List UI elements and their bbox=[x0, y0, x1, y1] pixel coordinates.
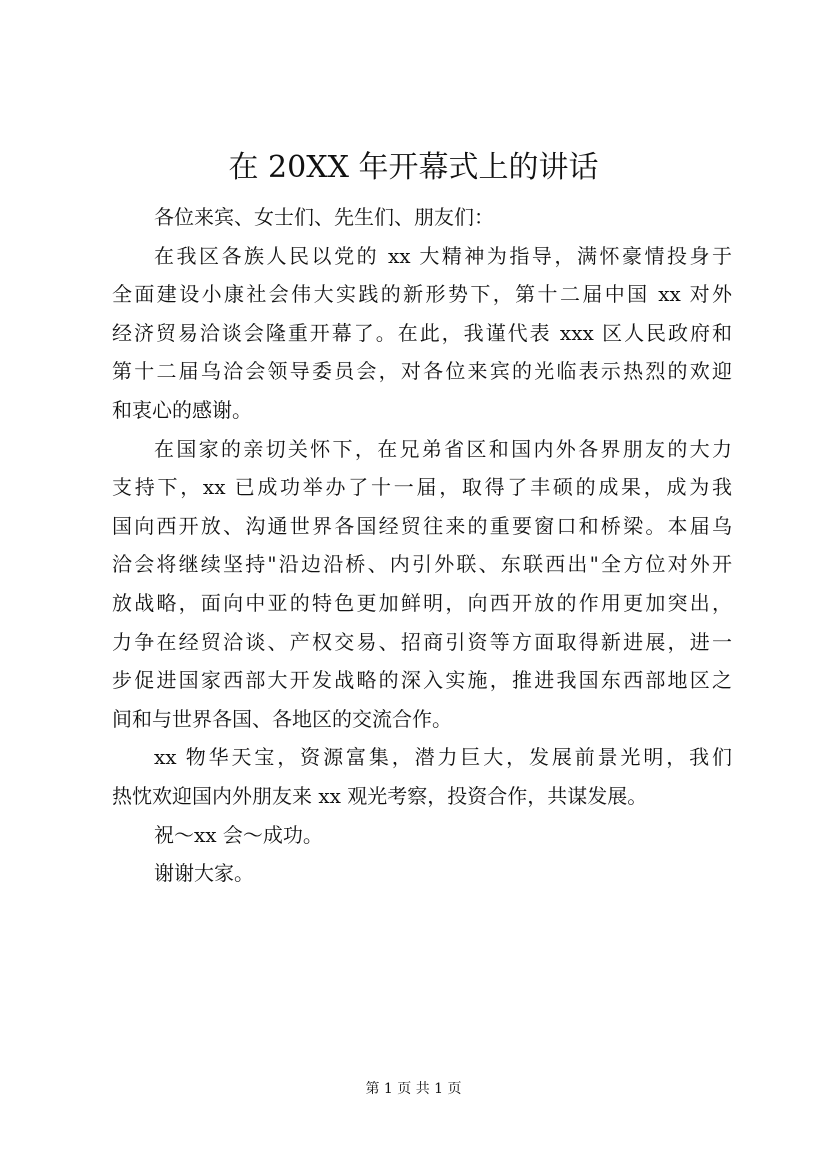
paragraph-line: 在我区各族人民以党的 xx 大精神为指导，满怀豪情投身于 bbox=[154, 243, 732, 268]
paragraph-line: 洽会将继续坚持"沿边沿桥、内引外联、东联西出"全方位对外开 bbox=[112, 552, 732, 577]
salutation-line: 各位来宾、女士们、先生们、朋友们： bbox=[154, 205, 494, 229]
paragraph-line: 支持下，xx 已成功举办了十一届，取得了丰硕的成果，成为我 bbox=[112, 475, 732, 500]
paragraph-line: 间和与世界各国、各地区的交流合作。 bbox=[112, 706, 452, 731]
paragraph-line: 国向西开放、沟通世界各国经贸往来的重要窗口和桥梁。本届乌 bbox=[112, 513, 732, 538]
closing-line: 谢谢大家。 bbox=[154, 861, 254, 886]
page-footer: 第 1 页 共 1 页 bbox=[365, 1081, 462, 1097]
closing-line: 祝～xx 会～成功。 bbox=[154, 822, 323, 847]
paragraph-line: 和衷心的感谢。 bbox=[112, 397, 252, 422]
document-body bbox=[112, 198, 732, 893]
document-title: 在 20XX 年开幕式上的讲话 bbox=[228, 150, 599, 185]
paragraph-line: 在国家的亲切关怀下，在兄弟省区和国内外各界朋友的大力 bbox=[154, 436, 732, 461]
paragraph-line: 步促进国家西部大开发战略的深入实施，推进我国东西部地区之 bbox=[112, 668, 732, 693]
paragraph-line: 全面建设小康社会伟大实践的新形势下，第十二届中国 xx 对外 bbox=[112, 282, 732, 307]
paragraph-line: 热忱欢迎国内外朋友来 xx 观光考察，投资合作，共谋发展。 bbox=[112, 783, 648, 808]
paragraph-line: xx 物华天宝，资源富集，潜力巨大，发展前景光明，我们 bbox=[154, 745, 732, 770]
paragraph-line: 力争在经贸洽谈、产权交易、招商引资等方面取得新进展，进一 bbox=[112, 629, 732, 654]
paragraph-line: 放战略，面向中亚的特色更加鲜明，向西开放的作用更加突出， bbox=[112, 590, 732, 615]
paragraph-line: 经济贸易洽谈会隆重开幕了。在此，我谨代表 xxx 区人民政府和 bbox=[112, 320, 732, 345]
paragraph-line: 第十二届乌洽会领导委员会，对各位来宾的光临表示热烈的欢迎 bbox=[112, 359, 732, 384]
